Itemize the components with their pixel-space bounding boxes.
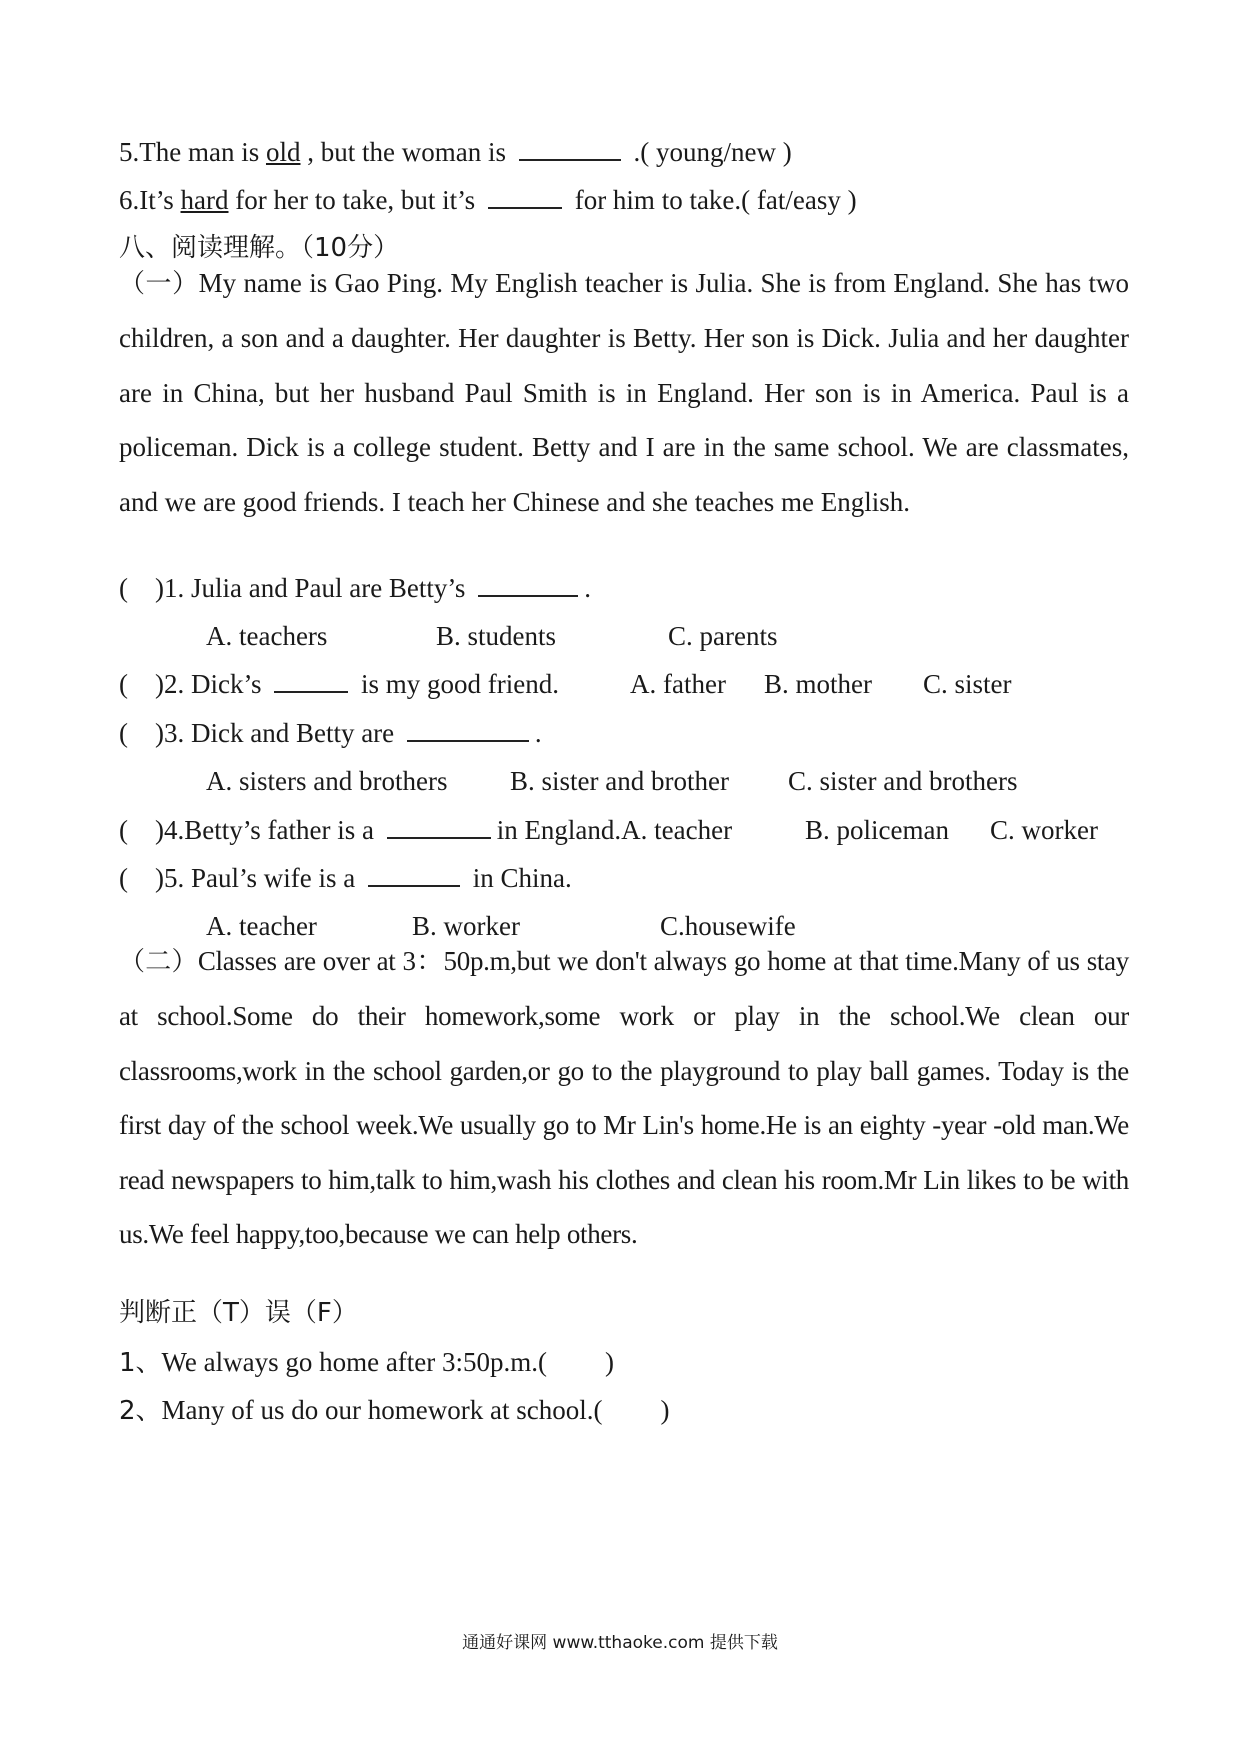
passage-marker: （一） — [119, 269, 199, 299]
option-c: C. parents — [668, 621, 778, 651]
mc-question-3: ( )3. Dick and Betty are . — [119, 718, 542, 748]
answer-blank[interactable] — [519, 137, 621, 161]
answer-paren[interactable]: ( ) — [119, 718, 164, 748]
option-c: C. sister — [923, 669, 1012, 699]
answer-paren[interactable]: ( ) — [119, 863, 164, 893]
answer-blank — [407, 718, 529, 742]
option-a: A. teacher — [621, 815, 733, 845]
answer-blank — [274, 669, 348, 693]
mc-question-5: ( )5. Paul’s wife is a in China. — [119, 863, 572, 893]
answer-paren[interactable]: ( ) — [119, 669, 164, 699]
option-a: A. teacher — [206, 911, 317, 941]
underlined-word: hard — [180, 185, 229, 215]
section-heading: 八、阅读理解。（10分） — [119, 233, 400, 263]
option-b: B. sister and brother — [510, 766, 729, 796]
mc-question-2: ( )2. Dick’s is my good friend. — [119, 669, 559, 699]
option-b: B. worker — [412, 911, 520, 941]
option-b: B. mother — [764, 669, 872, 699]
mc-question-1: ( )1. Julia and Paul are Betty’s . — [119, 573, 591, 603]
option-a: A. father — [630, 669, 726, 699]
question-5: 5.The man is old , but the woman is .( young/new ) — [119, 137, 792, 167]
option-c: C.housewife — [660, 911, 796, 941]
question-6: 6.It’s hard for her to take, but it’s for him to take.( fat/easy ) — [119, 185, 857, 215]
passage-text: My name is Gao Ping. My English teacher is Julia. She is from England. She has two children, a son and a daughter. Her daughter is Betty. Her son is Dick. Julia and her daughter are in China, but her husband Paul Smith is in England. Her son is in America. Paul is a policeman. Dick is a college student. Betty and I are in the same school. We are classmates, and we are good friends. I teach her Chinese and she teaches me English. — [119, 268, 1129, 517]
true-false-heading: 判断正（T）误（F） — [119, 1298, 358, 1328]
answer-blank — [478, 573, 578, 597]
underlined-word: old — [265, 137, 301, 167]
passage-marker: （二） — [119, 947, 198, 977]
reading-passage-1 — [119, 256, 1129, 529]
footer-credit: 通通好课网 www.tthaoke.com 提供下载 — [462, 1633, 778, 1653]
tf-item-1: 1、We always go home after 3:50p.m.( ) — [119, 1347, 615, 1378]
mc-question-4: ( )4.Betty’s father is a in England.A. teacher — [119, 815, 733, 845]
answer-paren[interactable]: ( ) — [119, 573, 164, 603]
answer-paren[interactable]: ( ) — [119, 815, 164, 845]
option-b: B. students — [436, 621, 557, 651]
answer-blank — [368, 863, 460, 887]
answer-blank — [387, 815, 491, 839]
option-a: A. sisters and brothers — [206, 766, 448, 796]
option-c: C. worker — [990, 815, 1098, 845]
reading-passage-2 — [119, 934, 1129, 1261]
answer-blank[interactable] — [488, 185, 562, 209]
option-a: A. teachers — [206, 621, 328, 651]
passage-text: Classes are over at 3：50p.m,but we don't always go home at that time.Many of us stay at school.Some do their homework,some work or play in the school.We clean our classrooms,work in the school garden,or go to the playground to play ball games. Today is the first day of the school week.We usually go to Mr Lin's home.He is an eighty -year -old man.We read newspapers to him,talk to him,wash his clothes and clean his room.Mr Lin likes to be with us.We feel happy,too,because we can help others. — [119, 946, 1129, 1250]
option-b: B. policeman — [805, 815, 949, 845]
tf-item-2: 2、Many of us do our homework at school.( ) — [119, 1395, 670, 1426]
option-c: C. sister and brothers — [788, 766, 1018, 796]
